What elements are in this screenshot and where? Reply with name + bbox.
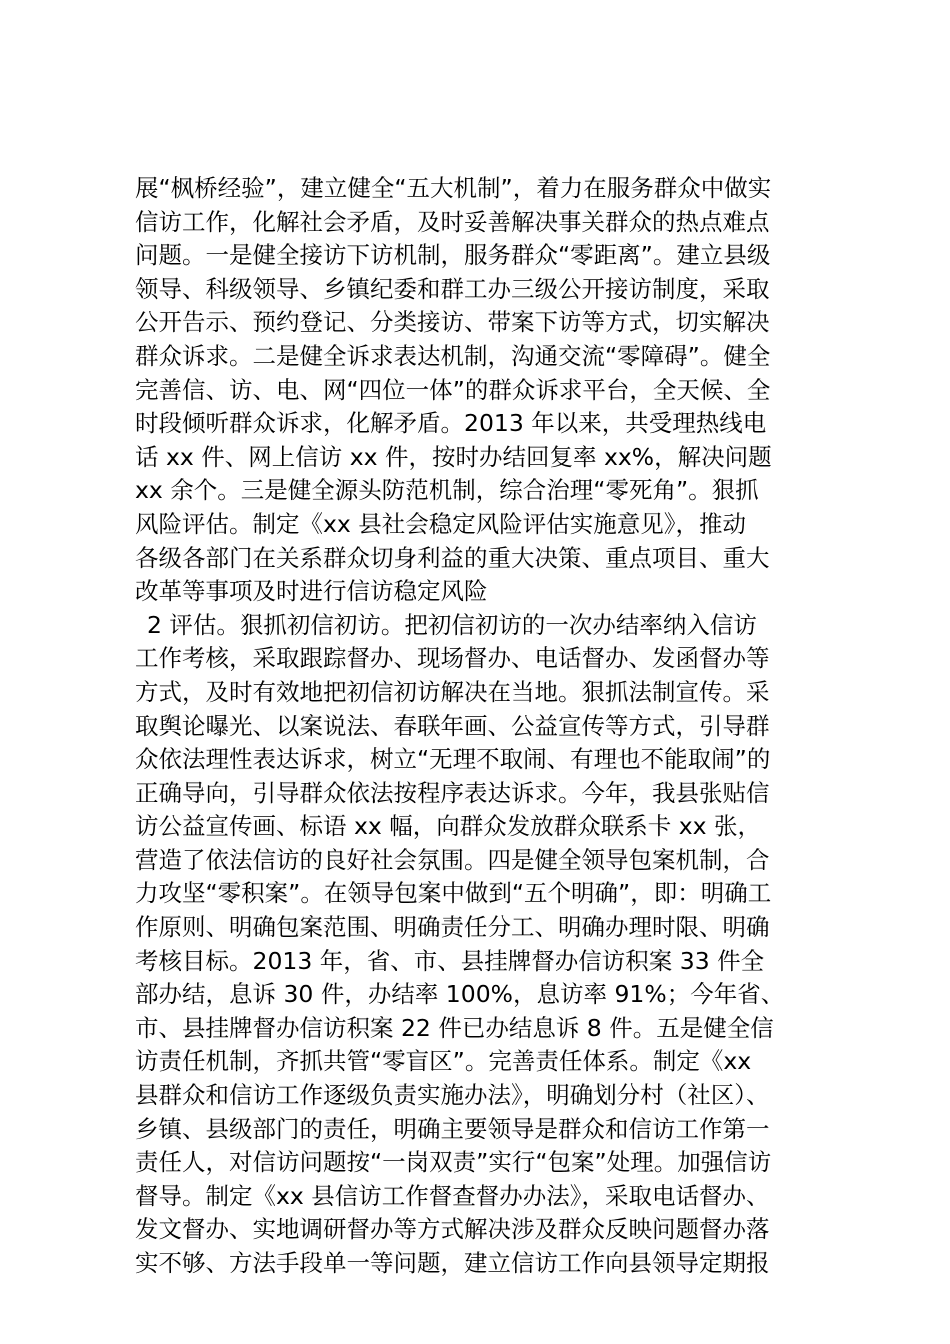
text-line: 发文督办、实地调研督办等方式解决涉及群众反映问题督办落: [135, 1215, 770, 1244]
text-line: 考核目标。2013 年，省、市、县挂牌督办信访积案 33 件全: [135, 946, 765, 975]
text-line: 营造了依法信访的良好社会氛围。四是健全领导包案机制，合: [135, 845, 770, 874]
text-line: 风险评估。制定《xx 县社会稳定风险评估实施意见》，推动: [135, 509, 747, 538]
text-line: 责任人，对信访问题按“一岗双责”实行“包案”处理。加强信访: [135, 1148, 772, 1177]
text-line: 市、县挂牌督办信访积案 22 件已办结息诉 8 件。五是健全信: [135, 1013, 774, 1042]
text-line: 督导。制定《xx 县信访工作督查督办办法》，采取电话督办、: [135, 1181, 770, 1210]
text-line: 群众诉求。二是健全诉求表达机制，沟通交流“零障碍”。健全: [135, 341, 771, 370]
text-line: 力攻坚“零积案”。在领导包案中做到“五个明确”，即：明确工: [135, 879, 772, 908]
text-line: 方式，及时有效地把初信初访解决在当地。狠抓法制宣传。采: [135, 677, 770, 706]
text-line: 工作考核，采取跟踪督办、现场督办、电话督办、发函督办等: [135, 644, 770, 673]
text-line: 问题。一是健全接访下访机制，服务群众“零距离”。建立县级: [135, 241, 771, 270]
text-line: 实不够、方法手段单一等问题，建立信访工作向县领导定期报: [135, 1249, 770, 1277]
text-line: 展“枫桥经验”，建立健全“五大机制”，着力在服务群众中做实: [135, 174, 772, 202]
text-line: 信访工作，化解社会矛盾，及时妥善解决事关群众的热点难点: [135, 207, 770, 236]
text-line: 部办结，息诉 30 件，办结率 100%，息访率 91%；今年省、: [135, 980, 785, 1009]
text-line: 访责任机制，齐抓共管“零盲区”。完善责任体系。制定《xx: [135, 1047, 752, 1076]
text-line: 公开告示、预约登记、分类接访、带案下访等方式，切实解决: [135, 308, 770, 337]
text-line: 2 评估。狠抓初信初访。把初信初访的一次办结率纳入信访: [147, 610, 757, 639]
text-line: 众依法理性表达诉求，树立“无理不取闹、有理也不能取闹”的: [135, 745, 771, 774]
text-line: 访公益宣传画、标语 xx 幅，向群众发放群众联系卡 xx 张，: [135, 812, 762, 841]
text-line: 正确导向，引导群众依法按程序表达诉求。今年，我县张贴信: [135, 778, 770, 807]
text-line: 完善信、访、电、网“四位一体”的群众诉求平台，全天候、全: [135, 375, 771, 404]
text-line: 话 xx 件、网上信访 xx 件，按时办结回复率 xx%，解决问题: [135, 442, 772, 471]
text-line: 取舆论曝光、以案说法、春联年画、公益宣传等方式，引导群: [135, 711, 770, 740]
text-line: 县群众和信访工作逐级负责实施办法》，明确划分村（社区）、: [135, 1081, 770, 1110]
text-line: 作原则、明确包案范围、明确责任分工、明确办理时限、明确: [135, 913, 770, 942]
text-line: 时段倾听群众诉求，化解矛盾。2013 年以来，共受理热线电: [135, 409, 767, 438]
body-text: [135, 172, 855, 1281]
text-line: 乡镇、县级部门的责任，明确主要领导是群众和信访工作第一: [135, 1114, 770, 1143]
text-line: 改革等事项及时进行信访稳定风险: [135, 577, 488, 606]
text-line: 各级各部门在关系群众切身利益的重大决策、重点项目、重大: [135, 543, 770, 572]
text-line: 领导、科级领导、乡镇纪委和群工办三级公开接访制度，采取: [135, 274, 770, 303]
text-line: xx 余个。三是健全源头防范机制，综合治理“零死角”。狠抓: [135, 476, 759, 505]
